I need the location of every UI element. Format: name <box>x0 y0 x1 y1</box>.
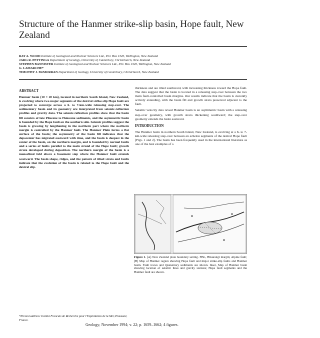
figure-caption-text: (A) New Zealand plate boundary setting. HSL, Hikurangi margin; Alpine fault; (B) Map of Hanmer region showing Hope fault and major strike-slip faults and Hanmer basin. Fault traces and Quaternary sediments are shown. Inset, Map of Hanmer basin showing location of seismic lines and gravity stations; Hope fault segments and the Hanmer fault are shown. <box>134 255 247 275</box>
figure-caption-label: Figure 1. <box>134 255 146 259</box>
author-affiliation: Department of Geology, University of Canterbury, Christchurch, New Zealand <box>49 58 151 62</box>
footnote: *Present address: Institut Francais de Recherche pour l'Exploitation de la Mer, Plouzané, France. <box>19 314 128 322</box>
figure-caption <box>134 256 247 275</box>
author-line <box>19 71 251 75</box>
abstract-column <box>19 86 129 169</box>
abstract-heading: ABSTRACT <box>19 89 39 93</box>
author-affiliation: Department of Geology, University of Canterbury, Christchurch, New Zealand <box>58 70 159 74</box>
author-affiliation: Institute of Geological and Nuclear Sciences Ltd., P.O. Box 1320, Wellington, New Zealand <box>41 55 158 58</box>
author-name: RAY A. WOOD <box>19 55 41 58</box>
author-name: JARG R. PETTINGA <box>19 58 50 62</box>
authors-rule <box>19 79 247 80</box>
author-name: G. LAMARCHE* <box>19 66 44 70</box>
author-affiliation: Institute of Geological and Nuclear Sciences Ltd., P.O. Box 1320, Wellington, New Zealand <box>54 62 171 66</box>
paper-title: Structure of the Hanmer strike-slip basin, Hope fault, New Zealand <box>19 19 244 41</box>
introduction-heading: INTRODUCTION <box>135 123 164 128</box>
right-col-intro: thickness and are tilted southward, with increasing thickness toward the Hope fault. The data suggest that the basin is located in a releasing step-over between the two main fault-controlled basin margins. Our results indicate that the basin is currently actively extending, with the basin fill and growth strata preserved adjacent to the fault. <box>135 86 247 107</box>
figure-1-map <box>134 194 247 254</box>
author-list <box>19 55 251 75</box>
page-footer: Geology; November 1994; v. 22; p. 1659–1662; 4 figures. <box>85 322 179 327</box>
right-col-sentence: Seismic velocity data reveal Hanmer basin is an asymmetric basin with a releasing step-over geometry, with growth strata thickening southward; the step-over geometry extends the basin eastward. <box>135 108 247 121</box>
author-name: STEPHEN BANNISTER <box>19 62 54 66</box>
right-column <box>135 86 247 146</box>
abstract-text: Hanmer basin (10 × 20 km), located in northern South Island, New Zealand, is evolving where two major segments of the dextral strike-slip Hope fault are projected to converge across a 6- to 7-km-wide releasing step-over. The sedimentary basin and its geometry are interpreted from seismic-reflection profiles and gravity data. The seismic-reflection profiles show that the basin fill consists of late Pliocene to Holocene sediments, and the asymmetric basin is bounded by the Hope fault on the southern side. Seismic profiles suggest the basin is growing by lengthening in the northern part where the northern margin is controlled by the Hanmer fault. The Hanmer Plain forms a flat surface of the basin; the asymmetry of the basin fill indicates that the depocenter has migrated eastward with time, and the basin is deepest in the center of the basin, on the northern margin, and is bounded by normal faults and a series of faults parallel to the main strand of the Hope fault; growth strata developed during deposition. The northern margin of the basin is a monoclinal fold above a basement step where the Hanmer fault extends westward. The basin shape, ridges, and the pattern of tilted strata and faults indicate that the evolution of the basin is related to the Hope fault and the dextral slip. <box>19 95 129 169</box>
author-name: TIMOTHY J. McMORRAN <box>19 70 58 74</box>
title-rule <box>19 46 247 47</box>
introduction-text: The Hanmer basin in northern South Island, New Zealand, is evolving at a 6- to 7-km-wide releasing step-over between en echelon segments of the dextral Hope fault (Figs. 1 and 2). The basin has been frequently used in the international literature as one of the best examples of a <box>135 129 247 147</box>
